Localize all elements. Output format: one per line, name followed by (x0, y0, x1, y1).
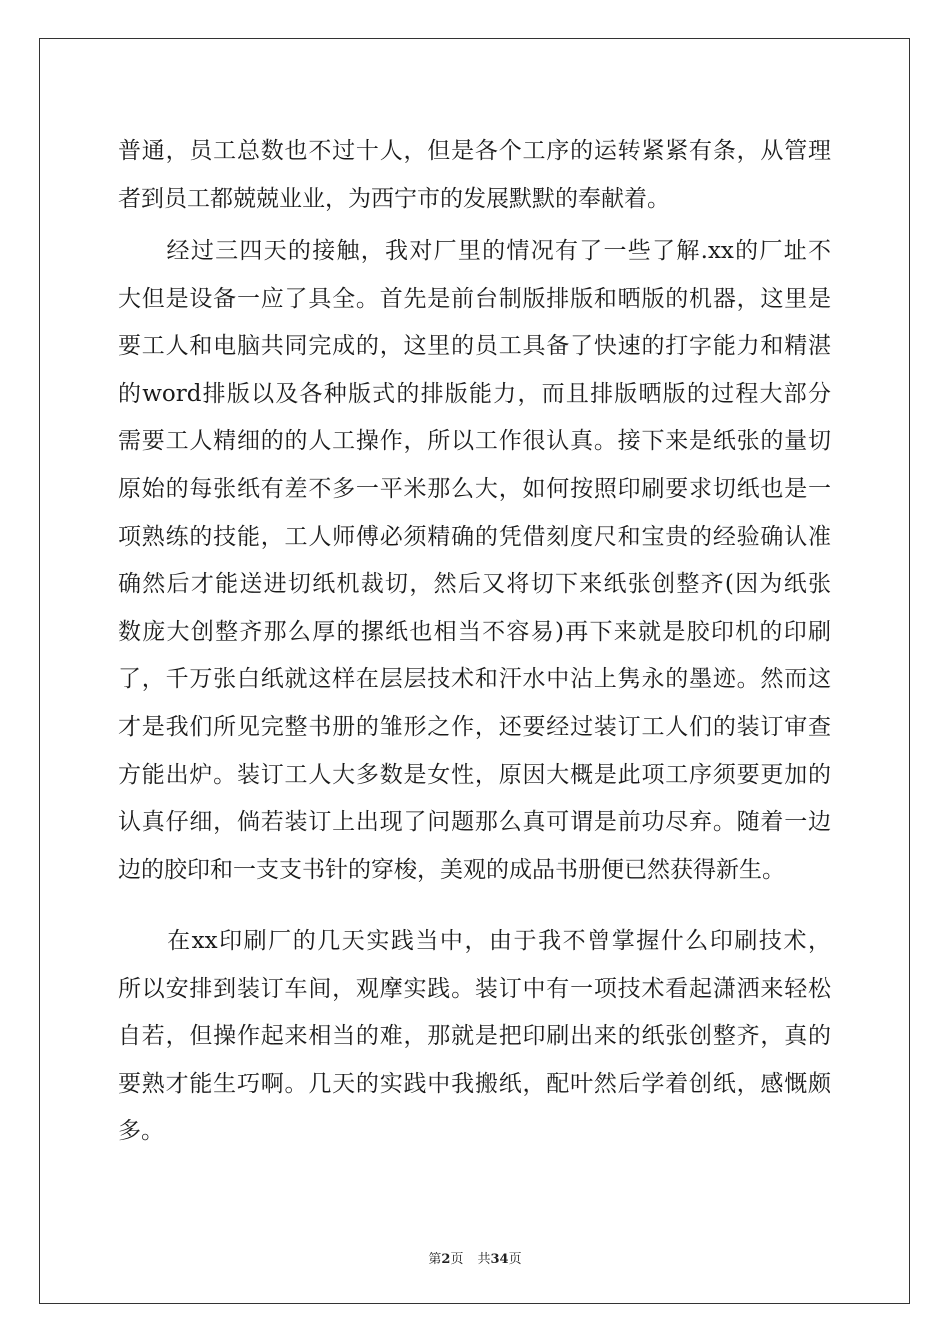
footer-total-pages: 34 (490, 1252, 509, 1267)
text-line: 原始的每张纸有差不多一平米那么大，如何按照印刷要求切纸也是一 (118, 475, 831, 502)
text-line: 普通，员工总数也不过十人，但是各个工序的运转紧紧有条，从管理 (118, 138, 831, 164)
text-line: 才是我们所见完整书册的雏形之作，还要经过装订工人们的装订审查 (118, 713, 831, 740)
text-line: 认真仔细，倘若装订上出现了问题那么真可谓是前功尽弃。随着一边 (118, 809, 831, 836)
text-line: 多。 (118, 1118, 164, 1145)
text-line: 了，千万张白纸就这样在层层技术和汗水中沾上隽永的墨迹。然而这 (118, 666, 831, 693)
text-line: 者到员工都兢兢业业，为西宁市的发展默默的奉献着。 (118, 185, 670, 212)
text-line: 方能出炉。装订工人大多数是女性，原因大概是此项工序须要更加的 (118, 761, 831, 788)
text-line: 边的胶印和一支支书针的穿梭，美观的成品书册便已然获得新生。 (118, 856, 785, 883)
text-line: 数庞大创整齐那么厚的摞纸也相当不容易)再下来就是胶印机的印刷 (118, 618, 831, 645)
text-line: 自若，但操作起来相当的难，那就是把印刷出来的纸张创整齐，真的 (118, 1023, 831, 1050)
text-line: 经过三四天的接触，我对厂里的情况有了一些了解.xx的厂址不 (118, 238, 831, 264)
text-line: 需要工人精细的的人工操作，所以工作很认真。接下来是纸张的量切 (118, 428, 831, 455)
text-line: 大但是设备一应了具全。首先是前台制版排版和晒版的机器，这里是 (118, 285, 831, 312)
page-footer (0, 1248, 950, 1267)
footer-page-suffix: 页 (450, 1252, 464, 1267)
text-line: 要熟才能生巧啊。几天的实践中我搬纸，配叶然后学着创纸，感慨颇 (118, 1070, 831, 1097)
footer-total-prefix: 共 (477, 1252, 491, 1267)
text-line: 在xx印刷厂的几天实践当中，由于我不曾掌握什么印刷技术， (118, 928, 831, 954)
text-line: 要工人和电脑共同完成的，这里的员工具备了快速的打字能力和精湛 (118, 333, 831, 360)
text-line: 所以安排到装订车间，观摩实践。装订中有一项技术看起潇洒来轻松 (118, 975, 831, 1002)
text-line: 项熟练的技能，工人师傅必须精确的凭借刻度尺和宝贵的经验确认准 (118, 523, 831, 550)
paragraph-1 (118, 128, 831, 223)
text-line: 确然后才能送进切纸机裁切，然后又将切下来纸张创整齐(因为纸张 (118, 571, 831, 598)
footer-page-number: 2 (441, 1252, 451, 1267)
paragraph-3 (118, 918, 831, 1156)
footer-total-suffix: 页 (508, 1252, 522, 1267)
paragraph-2 (118, 228, 831, 894)
text-line: 的word排版以及各种版式的排版能力，而且排版晒版的过程大部分 (118, 380, 831, 407)
footer-page-prefix: 第 (428, 1252, 442, 1267)
